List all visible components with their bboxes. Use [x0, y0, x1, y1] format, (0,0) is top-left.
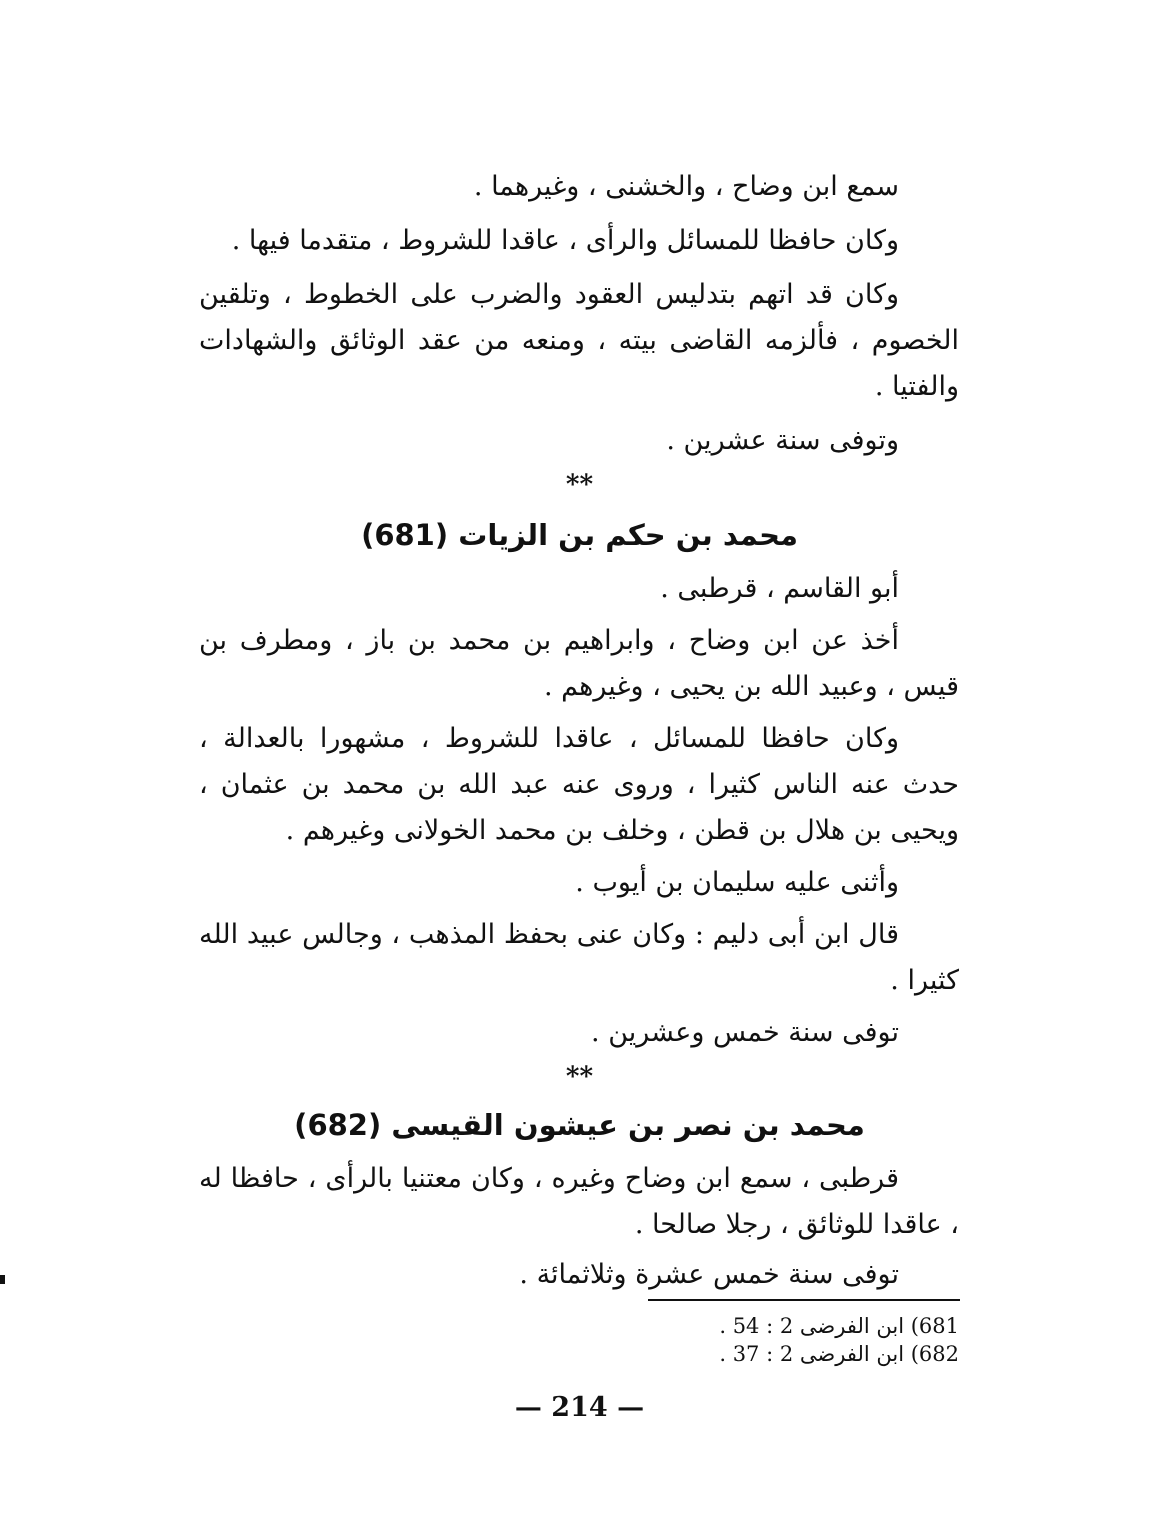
paragraph: قال ابن أبى دليم : وكان عنى بحفظ المذهب ، وجالس عبيد الله كثيرا . [199, 919, 959, 996]
paragraph: وكان قد اتهم بتدليس العقود والضرب على الخطوط ، وتلقين الخصوم ، فألزمه القاضى بيته ، ومنعه من عقد الوثائق والشهادات والفتيا . [199, 279, 959, 402]
paragraph: قرطبى ، سمع ابن وضاح وغيره ، وكان معتنيا بالرأى ، حافظا له ، عاقدا للوثائق ، رجلا صالحا . [199, 1163, 959, 1240]
paragraph: توفى سنة خمس عشرة وثلاثمائة . [519, 1259, 899, 1290]
section-separator: ** [565, 1062, 594, 1092]
scan-speck [0, 1275, 5, 1284]
entry-680-tail [199, 164, 959, 464]
paragraph: سمع ابن وضاح ، والخشنى ، وغيرهما . [473, 171, 899, 202]
paragraph: أبو القاسم ، قرطبى . [660, 573, 899, 604]
paragraph: وأثنى عليه سليمان بن أيوب . [575, 867, 899, 898]
footnote: 682) ابن الفرضى 2 : 37 . [719, 1342, 959, 1366]
entry-681-body [199, 566, 959, 1056]
footnote: 681) ابن الفرضى 2 : 54 . [719, 1314, 959, 1338]
page-number: — 214 — [514, 1392, 645, 1423]
entry-heading-681: محمد بن حكم بن الزيات (681) [361, 518, 798, 552]
entry-682-body [199, 1156, 959, 1298]
paragraph: أخذ عن ابن وضاح ، وابراهيم بن محمد بن باز ، ومطرف بن قيس ، وعبيد الله بن يحيى ، وغيرهم . [199, 625, 959, 702]
footnote-divider [648, 1299, 960, 1301]
paragraph: وتوفى سنة عشرين . [666, 425, 899, 456]
entry-heading-682: محمد بن نصر بن عيشون القيسى (682) [294, 1108, 865, 1142]
section-separator: ** [565, 470, 594, 500]
paragraph: توفى سنة خمس وعشرين . [591, 1017, 899, 1048]
paragraph: وكان حافظا للمسائل والرأى ، عاقدا للشروط ، متقدما فيها . [231, 225, 899, 256]
paragraph: وكان حافظا للمسائل ، عاقدا للشروط ، مشهورا بالعدالة ، حدث عنه الناس كثيرا ، وروى عنه عبد الله بن محمد بن عثمان ، ويحيى بن هلال بن قطن ، وخلف بن محمد الخولانى وغيرهم . [199, 723, 959, 846]
